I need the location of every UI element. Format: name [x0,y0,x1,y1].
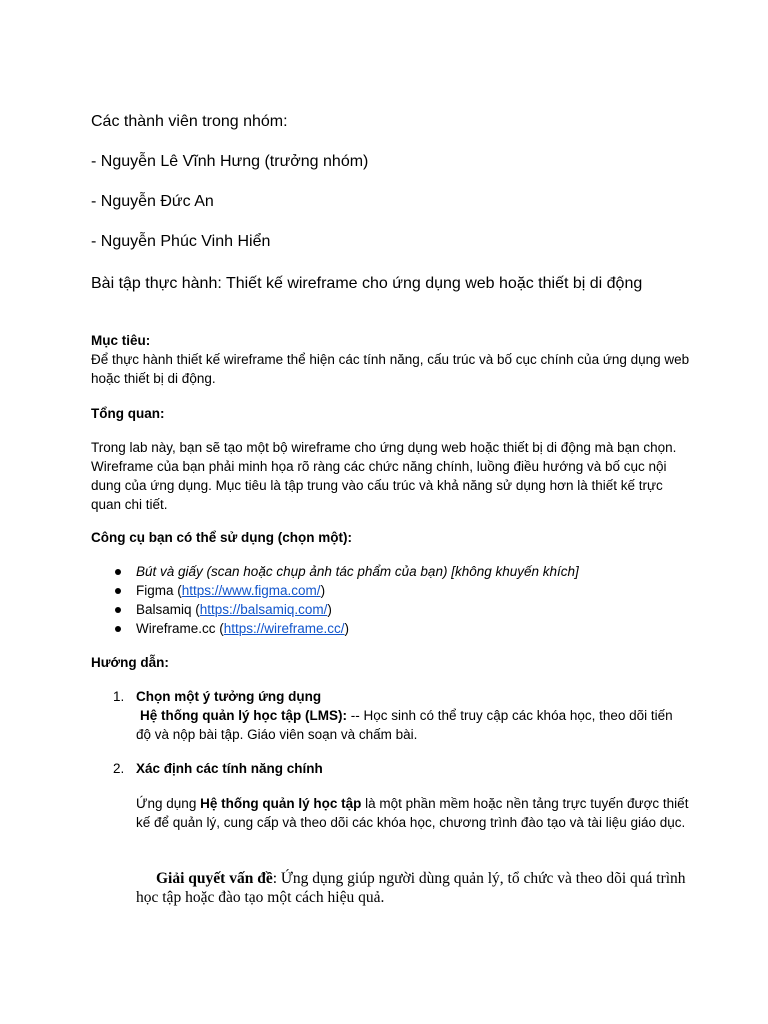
para-prefix: Ứng dụng [136,796,201,811]
bullet-icon [115,588,121,594]
list-item [91,619,579,638]
step-bold-text: Hệ thống quản lý học tập (LMS): [140,708,347,723]
guide-label: Hướng dẫn: [91,655,169,670]
step-number: 2. [113,761,125,776]
problem-label: Giải quyết vấn đề [156,870,273,887]
bullet-icon [115,569,121,575]
tools-list [91,562,579,638]
para-bold: Hệ thống quản lý học tập [200,796,362,811]
step-description [136,706,691,744]
objective-label: Mục tiêu: [91,333,151,348]
objective-text: Để thực hành thiết kế wireframe thể hiện các tính năng, cấu trúc và bố cục chính của ứng dụng web hoặc thiết bị di động. [91,352,690,386]
tools-label: Công cụ bạn có thể sử dụng (chọn một): [91,530,353,545]
list-item [91,562,579,581]
figma-link[interactable]: https://www.figma.com/ [181,583,321,598]
member-item: - Nguyễn Phúc Vinh Hiển [91,233,271,250]
assignment-title: Bài tập thực hành: Thiết kế wireframe cho ứng dụng web hoặc thiết bị di động [91,275,643,292]
tool-suffix: ) [327,602,332,617]
member-item: - Nguyễn Lê Vĩnh Hưng (trưởng nhóm) [91,153,369,170]
tool-suffix: ) [344,621,350,636]
wireframe-cc-link[interactable]: https://wireframe.cc/ [223,621,345,636]
para-suffix: là một phần mềm hoặc nền tảng trực tuyến được thiết kế để quản lý, cung cấp và theo dõi các khóa học, chương trình đào tạo và tài liệu giáo dục. [136,796,689,830]
members-heading: Các thành viên trong nhóm: [91,113,288,130]
problem-text: : Ứng dụng giúp người dùng quản lý, tổ chức và theo dõi quá trình học tập hoặc đào tạo một cách hiệu quả. [136,870,686,906]
step-paragraph [136,794,691,832]
bullet-icon [115,607,121,613]
tool-prefix: Wireframe.cc ( [136,621,224,636]
tool-prefix: Balsamiq ( [136,602,200,617]
list-item [91,581,579,600]
step-title: Chọn một ý tưởng ứng dụng [136,689,322,704]
step-number: 1. [113,689,125,704]
overview-label: Tổng quan: [91,406,165,421]
balsamiq-link[interactable]: https://balsamiq.com/ [199,602,328,617]
step-text: -- Học sinh có thể truy cập các khóa học, theo dõi tiến độ và nộp bài tập. Giáo viên soạn và chấm bài. [136,708,673,742]
overview-text: Trong lab này, bạn sẽ tạo một bộ wireframe cho ứng dụng web hoặc thiết bị di động mà bạn chọn. Wireframe của bạn phải minh họa rõ ràng các chức năng chính, luồng điều hướng và bố cục nội dung của ứng dụng. Mục tiêu là tập trung vào cấu trúc và khả năng sử dụng hơn là thiết kế trực quan chi tiết. [91,440,677,512]
problem-paragraph [136,869,691,907]
tool-suffix: ) [320,583,326,598]
list-item [91,600,579,619]
tool-text: Bút và giấy (scan hoặc chụp ảnh tác phẩm của bạn) [không khuyến khích] [136,564,579,579]
step-title: Xác định các tính năng chính [136,761,323,776]
member-item: - Nguyễn Đức An [91,193,214,210]
tool-prefix: Figma ( [136,583,182,598]
bullet-icon [115,626,121,632]
